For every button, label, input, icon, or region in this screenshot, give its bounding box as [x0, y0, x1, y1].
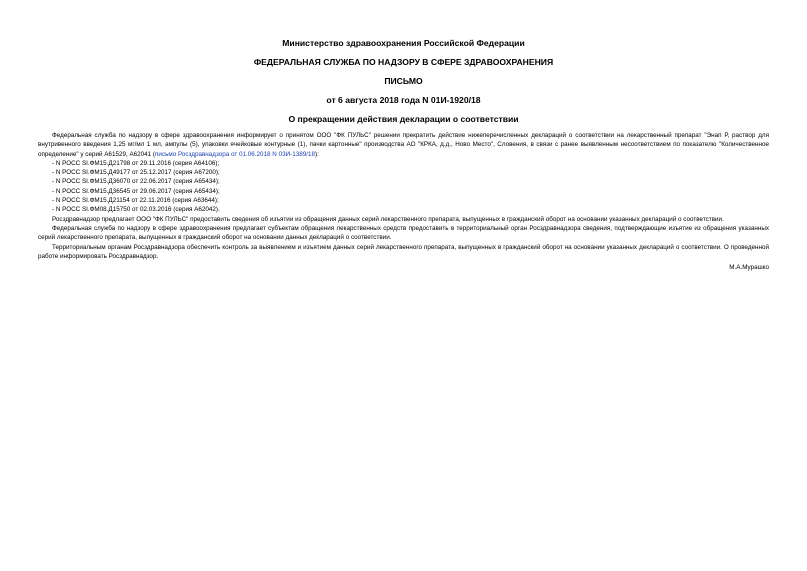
ministry-heading: Министерство здравоохранения Российской Федерации — [282, 38, 525, 48]
declaration-item: - N РОСС SI.ФМ15.Д49177 от 25.12.2017 (серия А67200); — [52, 169, 220, 177]
declaration-item: - N РОСС SI.ФМ15.Д36070 от 22.06.2017 (серия А65434); — [52, 178, 220, 186]
reference-letter-link[interactable]: письмо Росздравнадзора от 01.06.2018 N 03И-1389/18 — [155, 150, 315, 158]
paragraph-intro-tail: ): — [314, 150, 319, 158]
declaration-item: - N РОСС SI.ФМ15.Д36545 от 29.06.2017 (серия А65434); — [52, 187, 220, 195]
paragraph-territorial-control: Территориальным органам Росздравнадзора обеспечить контроль за выявлением и изъятием данных серий лекарственного препарата, выпущенных в гражданский оборот на основании указанных деклараций о соответствии. О проведенной работе информировать Росздравнадзор. — [38, 243, 769, 260]
paragraph-request-pulse: Росздравнадзор предлагает ООО "ФК ПУЛЬС" предоставить сведения об изъятии из обращения данных серий лекарственного препарата, выпущенных в гражданский оборот на основании указанных деклараций о соответствии. — [52, 215, 724, 223]
declaration-item: - N РОСС SI.ФМ15.Д21798 от 29.11.2016 (серия А64106); — [52, 159, 220, 167]
document-date-number: от 6 августа 2018 года N 01И-1920/18 — [326, 95, 481, 105]
document-type: ПИСЬМО — [384, 76, 423, 86]
document-body — [38, 131, 769, 272]
signature: М.А.Мурашко — [729, 264, 769, 272]
paragraph-request-subjects: Федеральная служба по надзору в сфере здравоохранения предлагает субъектам обращения лекарственных средств предоставить в территориальный орган Росздравнадзора сведения, подтверждающие изъятие из обращения указанных серий лекарственного препарата, выпущенных в гражданский оборот на основании данных деклараций о соответствии. — [38, 224, 769, 242]
declaration-item: - N РОСС SI.ФМ08.Д15750 от 02.03.2016 (серия А62042). — [52, 206, 220, 214]
paragraph-intro-text: Федеральная служба по надзору в сфере здравоохранения информирует о принятом ООО "ФК ПУЛЬС" решении прекратить действие нижеперечисленных деклараций о соответствии на лекарственный препарат "Энап Р, раствор для внутривенного введения 1,25 мг/мл 1 мл, ампулы (5), упаковки ячейковые контурные (1), пачки картонные" производства АО "КРКА, д.д., Ново Место", Словения, в связи с ранее выявленным несоответствием по показателю "Количественное определение" у серий А61529, А62041 ( — [38, 132, 769, 158]
document-subject: О прекращении действия декларации о соответствии — [288, 114, 519, 124]
declaration-list — [38, 159, 769, 215]
paragraph-intro — [38, 131, 769, 159]
declaration-item: - N РОСС SI.ФМ15.Д21154 от 22.11.2016 (серия А63644); — [52, 197, 219, 205]
service-heading: ФЕДЕРАЛЬНАЯ СЛУЖБА ПО НАДЗОРУ В СФЕРЕ ЗДРАВООХРАНЕНИЯ — [253, 57, 554, 67]
